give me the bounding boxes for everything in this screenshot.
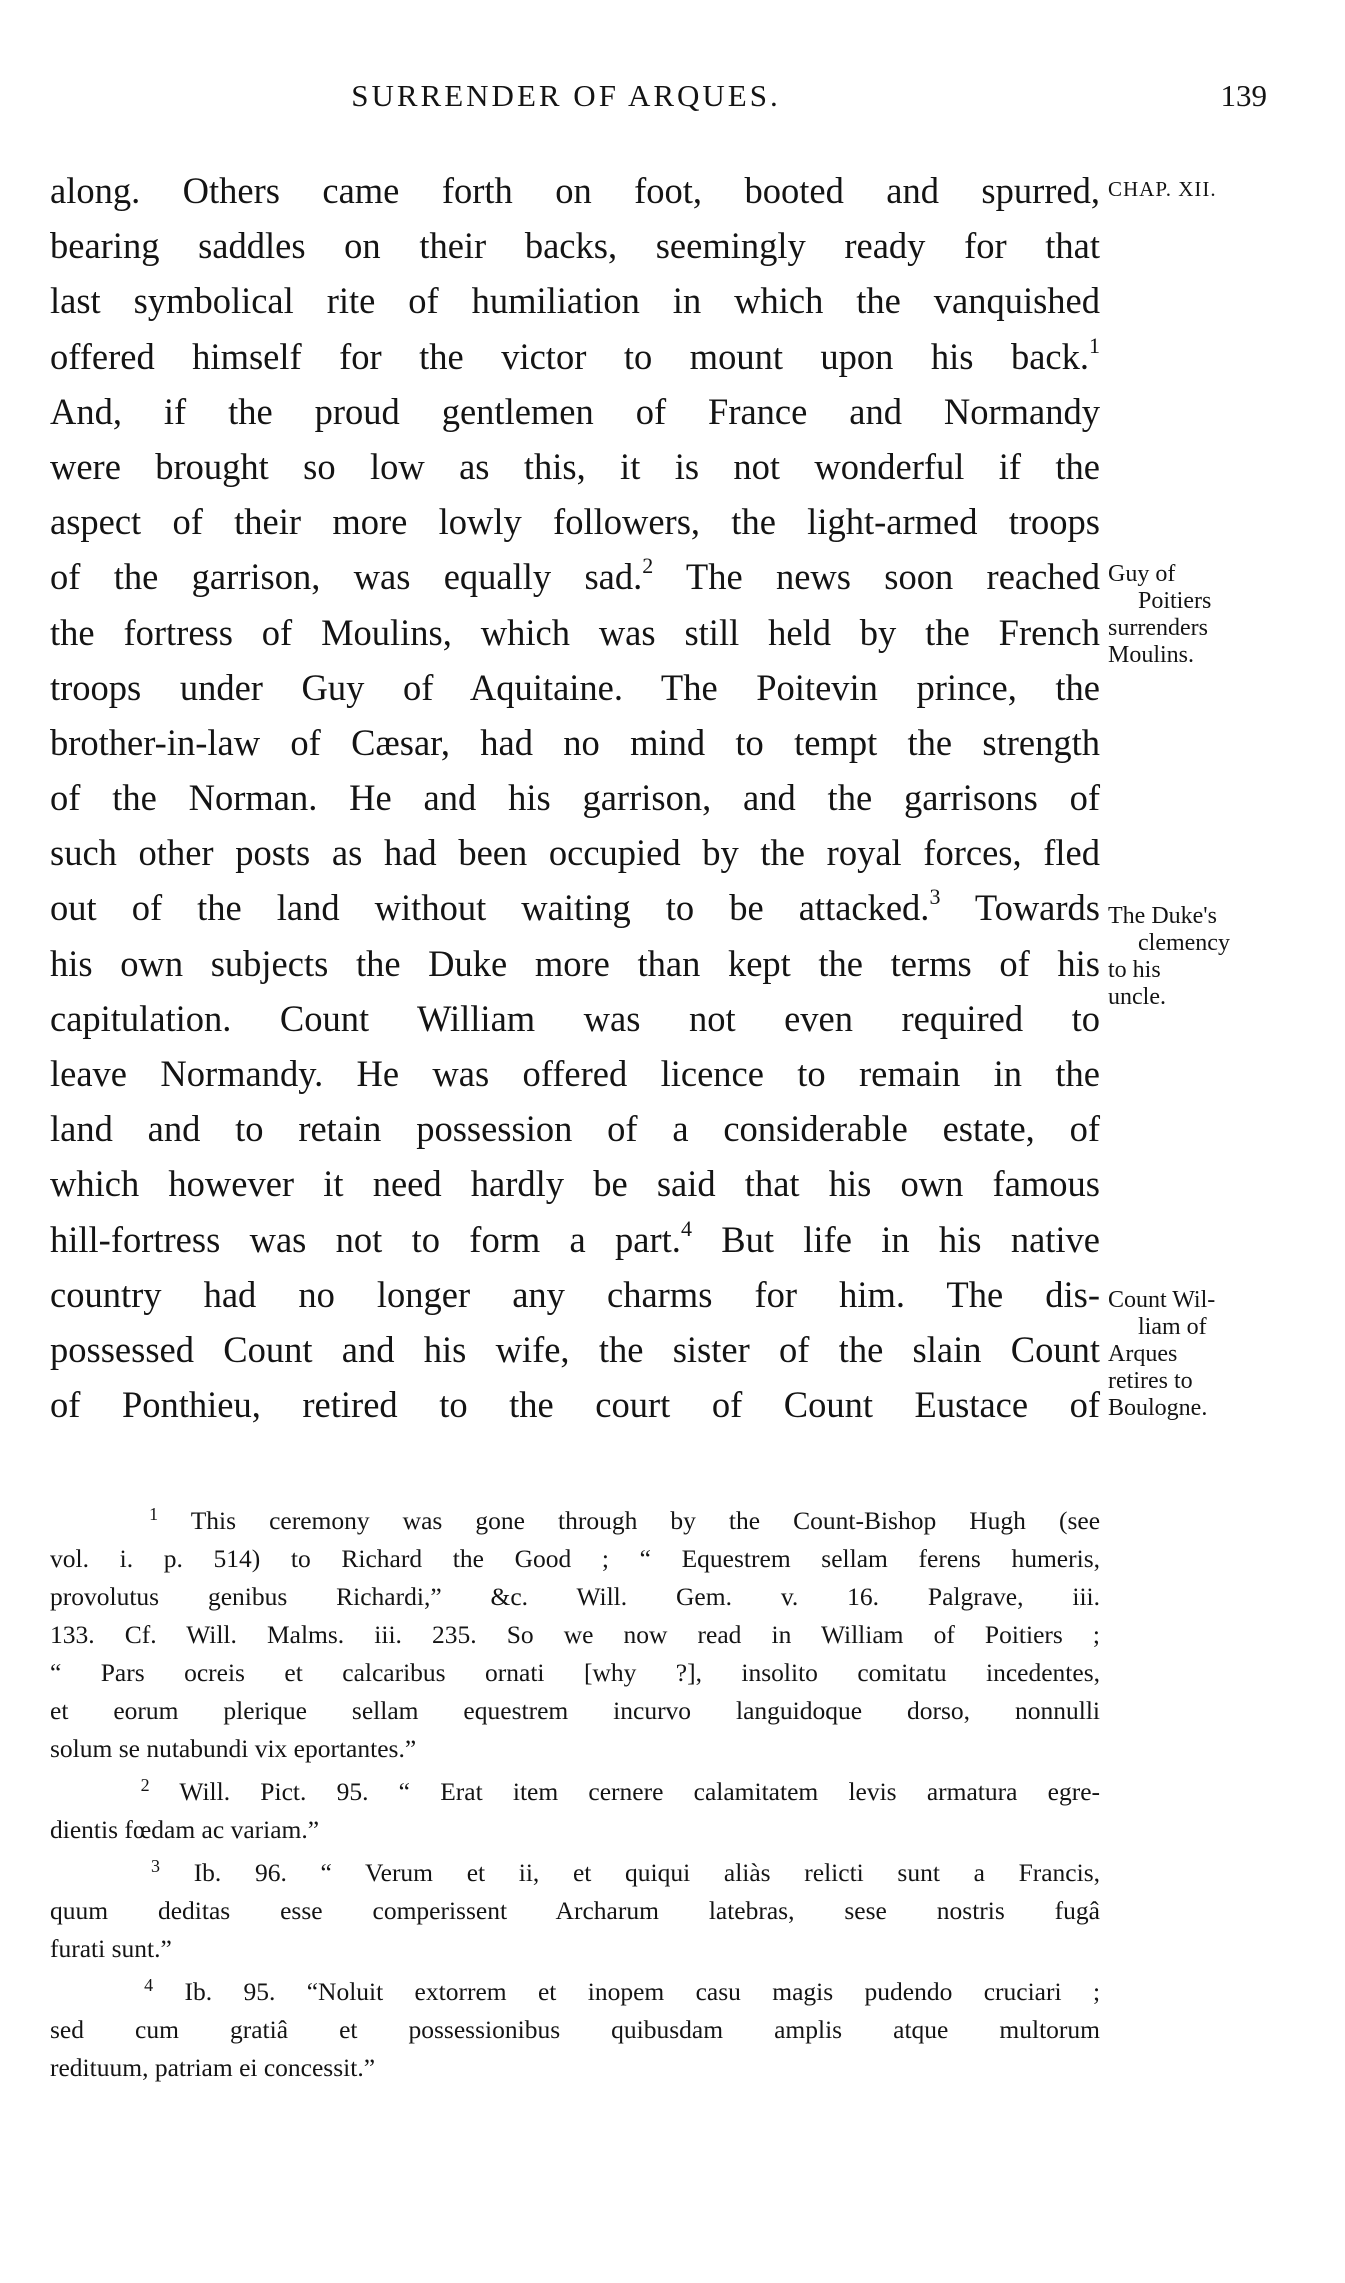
footnote-line: et eorum plerique sellam equestrem incurvo languidoque dorso, nonnulli — [50, 1696, 1100, 1725]
body-line: his own subjects the Duke more than kept the terms of his — [50, 942, 1100, 984]
body-line: of the Norman. He and his garrison, and the garrisons of — [50, 777, 1100, 819]
footnotes — [50, 1502, 1100, 2087]
body-line: possessed Count and his wife, the sister of the slain Count — [50, 1328, 1100, 1370]
body-line: bearing saddles on their backs, seemingly ready for that — [50, 225, 1100, 267]
body-line: out of the land without waiting to be attacked.$^3$ Towards — [50, 884, 1100, 929]
body-line: leave Normandy. He was offered licence to remain in the — [50, 1053, 1100, 1094]
footnote-ref: 1 — [1089, 332, 1100, 358]
body-line: And, if the proud gentlemen of France and Normandy — [50, 390, 1100, 432]
footnote-line: 133. Cf. Will. Malms. iii. 235. So we now read in William of Poitiers ; — [50, 1620, 1100, 1649]
body-line: capitulation. Count William was not even required to — [50, 997, 1100, 1039]
footnote-line: sed cum gratiâ et possessionibus quibusdam amplis atque multorum — [50, 2015, 1100, 2044]
body-line: troops under Guy of Aquitaine. The Poitevin prince, the — [50, 666, 1100, 708]
body-line: hill-fortress was not to form a part.$^4$ But life in his native — [50, 1215, 1100, 1260]
page-number: 139 — [1220, 78, 1267, 113]
footnote-line: quum deditas esse comperissent Archarum latebras, sese nostris fugâ — [50, 1896, 1100, 1925]
body-line: land and to retain possession of a considerable estate, of — [50, 1108, 1100, 1150]
footnote-line: “ Pars ocreis et calcaribus ornati [why ?], insolito comitatu incedentes, — [50, 1658, 1100, 1687]
body-line: brother-in-law of Cæsar, had no mind to tempt the strength — [50, 721, 1100, 763]
page-header — [0, 78, 1345, 128]
running-title: SURRENDER OF ARQUES. — [351, 78, 781, 113]
body-line: were brought so low as this, it is not wonderful if the — [50, 445, 1100, 487]
body-line: offered himself for the victor to mount upon his back.$^1$ — [50, 332, 1100, 377]
footnote-line: solum se nutabundi vix eportantes.” — [50, 1734, 417, 1763]
footnote-line: $^3$ Ib. 96. “ Verum et ii, et quiqui aliàs relicti sunt a Francis, — [151, 1856, 1101, 1887]
footnote-line: dientis fœdam ac variam.” — [50, 1815, 320, 1844]
marginal-note-count-william: Count Wil- liam of Arques retires to Boulogne. — [1108, 1287, 1216, 1421]
body-line: along. Others came forth on foot, booted and spurred, — [50, 170, 1100, 211]
marginal-note-guy: Guy of Poitiers surrenders Moulins. — [1108, 561, 1212, 668]
footnote-line: redituum, patriam ei concessit.” — [50, 2053, 376, 2082]
footnote-ref: 2 — [642, 553, 654, 579]
footnote-line: $^2$ Will. Pict. 95. “ Erat item cernere calamitatem levis armatura egre- — [140, 1775, 1101, 1806]
footnote-ref: 4 — [680, 1215, 692, 1241]
body-line: of Ponthieu, retired to the court of Count Eustace of — [50, 1384, 1100, 1426]
body-line: aspect of their more lowly followers, the light-armed troops — [50, 501, 1100, 543]
body-line: the fortress of Moulins, which was still held by the French — [50, 611, 1100, 653]
footnote-line: vol. i. p. 514) to Richard the Good ; “ Equestrem sellam ferens humeris, — [50, 1544, 1100, 1573]
body-line: of the garrison, was equally sad.$^2$ The news soon reached — [50, 553, 1100, 598]
body-line: last symbolical rite of humiliation in which the vanquished — [50, 280, 1100, 322]
footnote-line: $^4$ Ib. 95. “Noluit extorrem et inopem casu magis pudendo cruciari ; — [144, 1975, 1101, 2006]
body-line: country had no longer any charms for him. The dis- — [50, 1273, 1100, 1315]
marginal-note-chapter: CHAP. XII. — [1108, 177, 1217, 201]
body-text — [50, 163, 1100, 1432]
marginal-note-clemency: The Duke's clemency to his uncle. — [1108, 903, 1230, 1010]
body-line: which however it need hardly be said that his own famous — [50, 1163, 1100, 1205]
footnote-line: provolutus genibus Richardi,” &c. Will. Gem. v. 16. Palgrave, iii. — [50, 1582, 1100, 1611]
body-line: such other posts as had been occupied by the royal forces, fled — [50, 832, 1100, 874]
footnote-line: $^1$ This ceremony was gone through by the Count-Bishop Hugh (see — [149, 1504, 1101, 1535]
footnote-ref: 3 — [929, 884, 941, 910]
footnote-line: furati sunt.” — [50, 1934, 172, 1963]
